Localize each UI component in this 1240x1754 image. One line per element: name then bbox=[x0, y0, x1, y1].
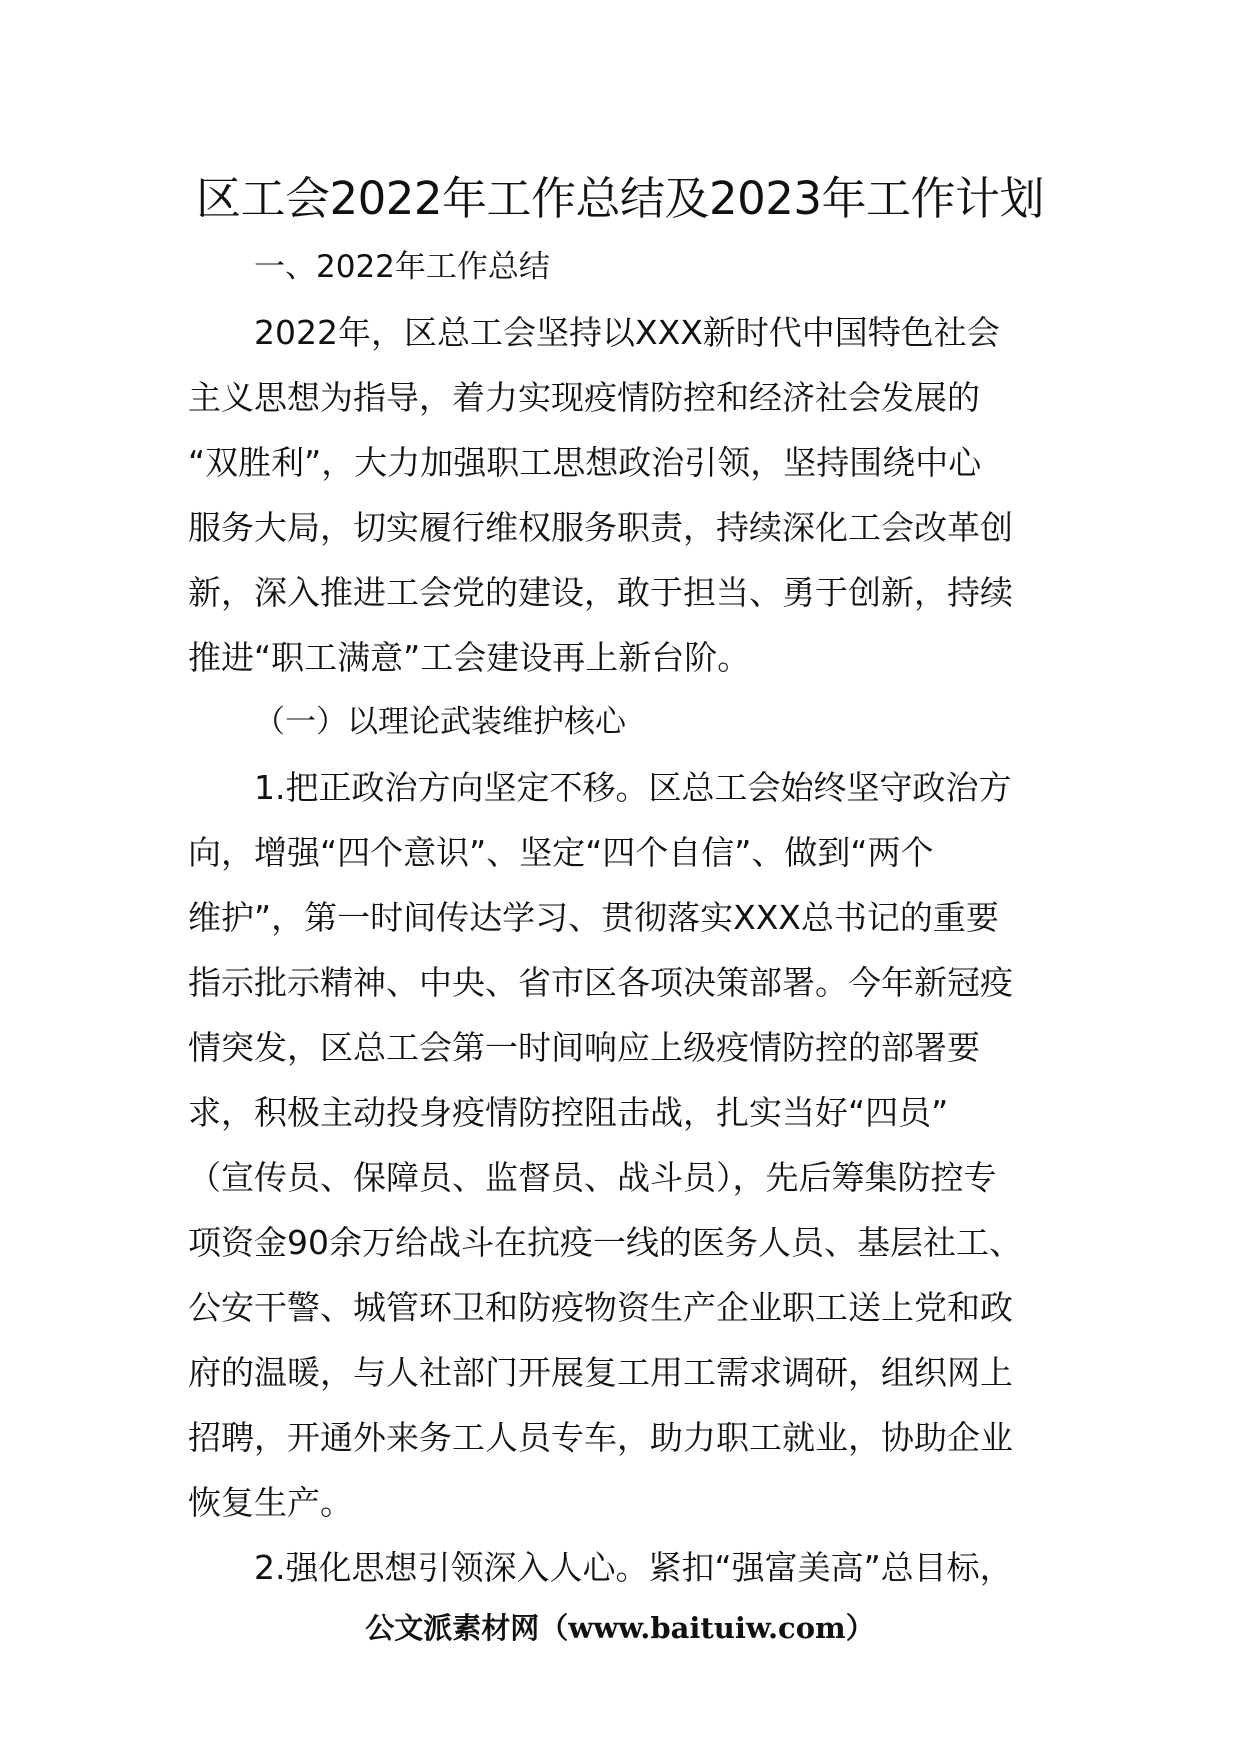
paragraph-line: 招聘，开通外来务工人员专车，助力职工就业，协助企业 bbox=[188, 1418, 1013, 1457]
paragraph-line: 2022年，区总工会坚持以XXX新时代中国特色社会 bbox=[254, 313, 1000, 352]
paragraph-line: 府的温暖，与人社部门开展复工用工需求调研，组织网上 bbox=[188, 1353, 1013, 1392]
paragraph-line: （宣传员、保障员、监督员、战斗员），先后筹集防控专 bbox=[188, 1158, 997, 1197]
paragraph-line: 公安干警、城管环卫和防疫物资生产企业职工送上党和政 bbox=[188, 1288, 1013, 1327]
paragraph-line: 项资金90余万给战斗在抗疫一线的医务人员、基层社工、 bbox=[188, 1223, 1022, 1262]
footer-watermark: 公文派素材网（www.baituiw.com） bbox=[365, 1611, 875, 1645]
paragraph-line: 主义思想为指导，着力实现疫情防控和经济社会发展的 bbox=[188, 378, 980, 417]
paragraph-line: 求，积极主动投身疫情防控阻击战，扎实当好“四员” bbox=[188, 1093, 949, 1132]
paragraph-line: 情突发，区总工会第一时间响应上级疫情防控的部署要 bbox=[188, 1028, 980, 1067]
paragraph-line: 新，深入推进工会党的建设，敢于担当、勇于创新，持续 bbox=[188, 573, 1013, 612]
paragraph-line: 恢复生产。 bbox=[188, 1483, 353, 1522]
paragraph-line: 推进“职工满意”工会建设再上新台阶。 bbox=[188, 638, 751, 677]
paragraph-line: 向，增强“四个意识”、坚定“四个自信”、做到“两个 bbox=[188, 833, 934, 872]
section-heading: （一）以理论武装维护核心 bbox=[254, 704, 626, 740]
paragraph-line: 指示批示精神、中央、省市区各项决策部署。今年新冠疫 bbox=[188, 963, 1013, 1002]
paragraph-line: 2.强化思想引领深入人心。紧扣“强富美高”总目标， bbox=[254, 1548, 1013, 1587]
paragraph-line: 1.把正政治方向坚定不移。区总工会始终坚守政治方 bbox=[254, 768, 1012, 807]
paragraph-line: 服务大局，切实履行维权服务职责，持续深化工会改革创 bbox=[188, 508, 1013, 547]
section-heading: 一、2022年工作总结 bbox=[254, 249, 550, 285]
paragraph-line: “双胜利”，大力加强职工思想政治引领，坚持围绕中心 bbox=[188, 443, 982, 482]
document-body bbox=[188, 235, 1058, 1600]
paragraph-line: 维护”，第一时间传达学习、贯彻落实XXX总书记的重要 bbox=[188, 898, 999, 937]
document-title: 区工会2022年工作总结及2023年工作计划 bbox=[195, 172, 1045, 225]
